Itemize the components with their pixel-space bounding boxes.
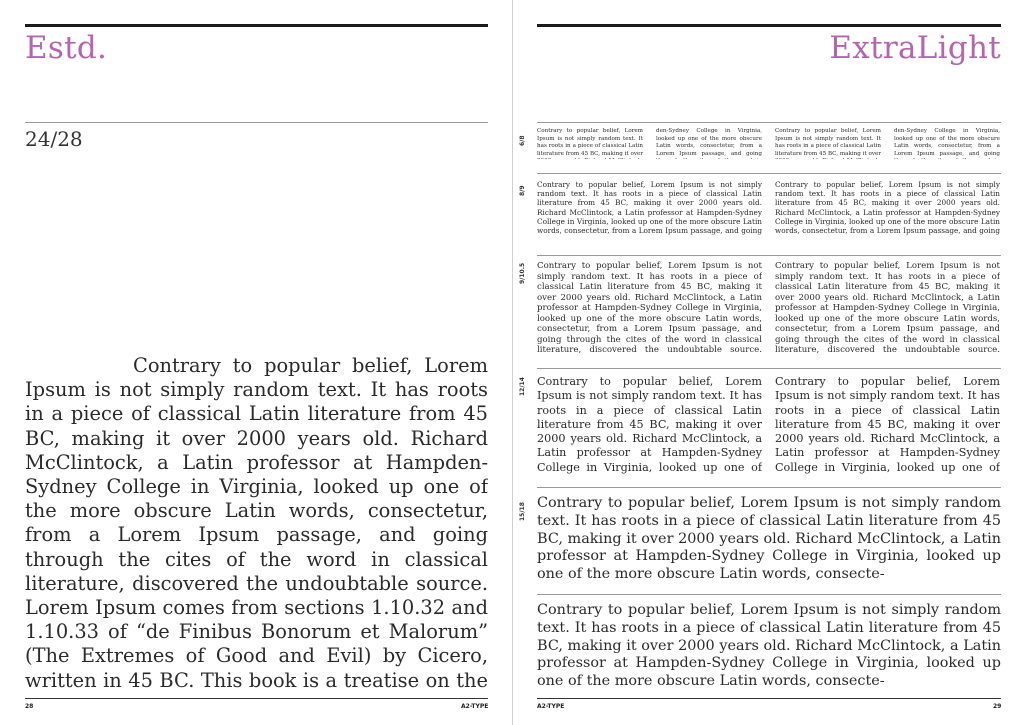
row-rule xyxy=(537,594,1001,595)
left-footer-rule xyxy=(25,698,488,699)
row-rule xyxy=(537,173,1001,174)
row-size-label: 9/10.5 xyxy=(519,262,526,284)
right-top-rule xyxy=(537,24,1001,27)
text-column: Contrary to popular belief, Lorem Ipsum is not simply random text. It has roots in a piece of classical Latin literature from 45 BC, making it over xyxy=(537,128,643,157)
row-size-label: 8/9 xyxy=(519,185,526,196)
left-footer-label: A2-TYPE xyxy=(461,703,489,710)
row-rule xyxy=(537,487,1001,488)
right-page-title: ExtraLight xyxy=(829,30,1001,66)
text-column: Contrary to popular belief, Lorem Ipsum is not simply random text. It has roots in a piece of classical Latin literature from 45 BC, making it over 2000 years old. Richard McClintock, a Latin professor at Hampden-Sydney College in Virginia, looked up one of the more obscure Latin words, consectetur, from a Lorem Ipsum passage, and going through the cites of the word in classical literature, discovered the undoubtable source. xyxy=(775,261,1000,355)
row-size-label: 15/18 xyxy=(519,502,526,521)
text-column: den-Sydney College in Virginia, looked up one of the more obscure Latin words, consectetur, from a Lorem Ipsum passage, and going xyxy=(894,128,1000,157)
row-size-label: 6/8 xyxy=(519,135,526,146)
text-column: Contrary to popular belief, Lorem Ipsum is not simply random text. It has roots in a piece of classical Latin literature from 45 BC, making it over 2000 years old. Richard McClintock, a Latin professor at Hampden-Sydney College in Virginia, looked up one of xyxy=(537,375,762,474)
left-top-rule xyxy=(25,24,488,27)
row-rule xyxy=(537,122,1001,123)
specimen-body: Contrary to popular belief, Lorem Ipsum is not simply random text. It has roots in a piece of classical Latin literature from 45 BC, making it over 2000 years old. Richard McClintock, a Latin professor at Hampden-Sydney College in Virginia, looked up one of the more obscure Latin words, consectetur, from a Lorem Ipsum passage, and going through the cites of the word in classical literature, discovered the undoubtable source. Lorem Ipsum comes from sections 1.10.32 and 1.10.33 of “de Finibus Bonorum et Malorum” (The Extremes of Good and Evil) by Cicero, written in 45 BC. This book is a treatise on the xyxy=(25,354,488,692)
right-footer-rule xyxy=(537,698,1001,699)
text-column: Contrary to popular belief, Lorem Ipsum is not simply random text. It has roots in a piece of classical Latin literature from 45 BC, making it over 2000 years old. Richard McClintock, a Latin professor at Hampden-Sydney College in Virginia, looked up one of the more obscure Latin words, consectetur, from a Lorem Ipsum passage, and going through the cites of the word in classical literature, discovered the undoubtable source. xyxy=(537,261,762,355)
text-column: Contrary to popular belief, Lorem Ipsum is not simply random text. It has roots in a piece of classical Latin literature from 45 BC, making it over 2000 years old. Richard McClintock, a Latin professor at Hampden-Sydney College in Virginia, looked up one of the more obscure Latin words, consecte- xyxy=(537,495,1001,583)
text-column: Contrary to popular belief, Lorem Ipsum is not simply random text. It has roots in a piece of classical Latin literature from 45 BC, making it over 2000 years old. Richard McClintock, a Latin professor at Hampden-Sydney College in Virginia, looked up one of the more obscure Latin words, consectetur, from a Lorem Ipsum passage, and going xyxy=(775,180,1000,236)
text-column: Contrary to popular belief, Lorem Ipsum is not simply random text. It has roots in a piece of classical Latin literature from 45 BC, making it over 2000 years old. Richard McClintock, a Latin professor at Hampden-Sydney College in Virginia, looked up one of the more obscure Latin words, consecte- xyxy=(537,602,1001,690)
right-page-number: 29 xyxy=(993,703,1002,710)
text-column: den-Sydney College in Virginia, looked up one of the more obscure Latin words, consectetur, from a Lorem Ipsum passage, and going xyxy=(656,128,762,157)
left-page-number: 28 xyxy=(25,703,34,710)
row-rule xyxy=(537,368,1001,369)
row-size-label: 12/14 xyxy=(519,377,526,396)
spread-fold xyxy=(512,0,513,725)
text-column: Contrary to popular belief, Lorem Ipsum is not simply random text. It has roots in a piece of classical Latin literature from 45 BC, making it over xyxy=(775,128,881,157)
row-rule xyxy=(537,255,1001,256)
text-column: Contrary to popular belief, Lorem Ipsum is not simply random text. It has roots in a piece of classical Latin literature from 45 BC, making it over 2000 years old. Richard McClintock, a Latin professor at Hampden-Sydney College in Virginia, looked up one of xyxy=(775,375,1000,474)
right-footer-label: A2-TYPE xyxy=(537,703,565,710)
size-label: 24/28 xyxy=(25,127,83,151)
text-column: Contrary to popular belief, Lorem Ipsum is not simply random text. It has roots in a piece of classical Latin literature from 45 BC, making it over 2000 years old. Richard McClintock, a Latin professor at Hampden-Sydney College in Virginia, looked up one of the more obscure Latin words, consectetur, from a Lorem Ipsum passage, and going xyxy=(537,180,762,236)
left-page-title: Estd. xyxy=(25,30,108,66)
left-mid-rule xyxy=(25,122,488,123)
